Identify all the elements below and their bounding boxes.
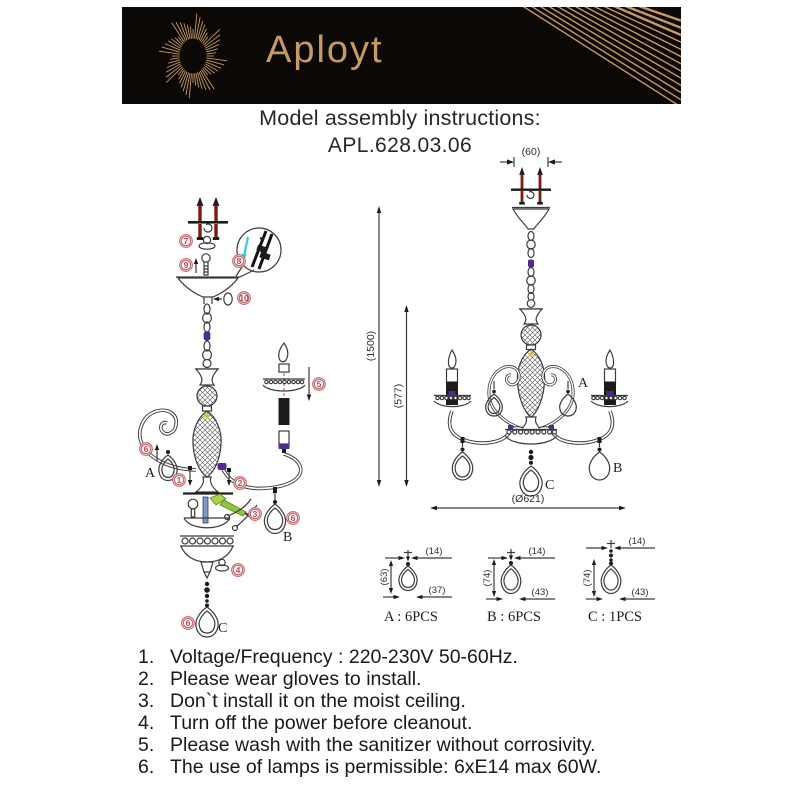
part-c-dim-bottom: (43): [631, 587, 649, 598]
instruction-item: [138, 712, 678, 734]
part-b-dim-top: (14): [528, 546, 546, 557]
bottom-wing-nut: [216, 559, 229, 571]
svg-text:(Ø621): (Ø621): [511, 493, 545, 505]
callout-8: [233, 255, 246, 268]
instruction-number: 6.: [138, 756, 155, 778]
ceiling-canopy: [176, 277, 240, 304]
svg-text:1: 1: [176, 475, 182, 485]
svg-text:(60): (60): [521, 146, 541, 158]
instruction-text: Voltage/Frequency : 220-230V 50-60Hz.: [170, 646, 518, 668]
chain-and-column-assembled: [517, 232, 544, 431]
svg-text:5: 5: [316, 379, 322, 389]
svg-text:6: 6: [185, 618, 191, 628]
callout-9: [180, 259, 193, 272]
dim-diameter: [430, 493, 626, 510]
instruction-text: Please wear gloves to install.: [170, 668, 422, 690]
instruction-text: Please wash with the sanitizer without corrosivity.: [170, 734, 596, 756]
callout-3: [249, 508, 262, 521]
assembled-label-b: B: [613, 461, 623, 476]
candle-assembly-exploded: [263, 343, 311, 453]
svg-text:(577): (577): [392, 383, 405, 409]
instruction-number: 5.: [138, 734, 155, 756]
brand-wordmark: Aployt: [266, 29, 384, 71]
page-title: Model assembly instructions:: [259, 106, 541, 130]
banner-rays-decoration: [381, 7, 681, 104]
brand-banner: [122, 7, 681, 104]
callout-5: [313, 378, 326, 391]
callout-10: [238, 292, 251, 305]
callout-2: [234, 477, 247, 490]
svg-text:7: 7: [183, 236, 189, 246]
instructions-list: [138, 646, 678, 778]
callout-7: [180, 235, 193, 248]
part-b-dim-height: (74): [482, 569, 493, 587]
instruction-number: 4.: [138, 712, 155, 734]
instruction-number: 3.: [138, 690, 155, 712]
candle-arm-left: [434, 350, 523, 480]
part-c-dim-height: (74): [582, 569, 593, 587]
callout-6-b: [287, 512, 300, 525]
svg-text:10: 10: [239, 293, 249, 303]
assembled-label-a: A: [578, 376, 589, 391]
part-a-dim-height: (63): [379, 568, 390, 586]
mounting-screws-assembled: [511, 167, 551, 205]
callout-4: [232, 564, 245, 577]
canopy-loop: [194, 254, 210, 275]
instruction-item: [138, 646, 678, 668]
part-b-dim-bottom: (43): [531, 587, 549, 598]
instruction-number: 1.: [138, 646, 155, 668]
exploded-label-b: B: [283, 530, 293, 545]
connector-screw-left: [188, 466, 192, 486]
instruction-item: [138, 668, 678, 690]
dim-top-width: [500, 146, 562, 167]
part-c-caption: C : 1PCS: [588, 609, 642, 625]
instruction-item: [138, 690, 678, 712]
wiring-detail-bubble: [236, 228, 281, 277]
svg-text:2: 2: [237, 478, 243, 488]
instruction-text: The use of lamps is permissible: 6xE14 max 60W.: [170, 756, 602, 778]
canopy-assembled: [512, 208, 550, 230]
pendant-b: [264, 487, 285, 534]
svg-text:4: 4: [235, 565, 241, 575]
svg-text:6: 6: [143, 444, 149, 454]
callout-6-c: [182, 617, 195, 630]
callout-6-a: [140, 443, 153, 456]
part-b-caption: B : 6PCS: [487, 609, 541, 625]
part-a-dim-bottom: (37): [428, 585, 446, 596]
callout-1: [173, 474, 186, 487]
left-arm: [140, 410, 196, 470]
instruction-text: Turn off the power before cleanout.: [170, 712, 473, 734]
svg-text:(1500): (1500): [365, 330, 377, 362]
exploded-label-c: C: [218, 621, 228, 636]
exploded-view-diagram: [115, 188, 375, 648]
part-a-dim-top: (14): [425, 546, 443, 557]
model-number: APL.628.03.06: [327, 134, 473, 157]
part-c-dim-top: (14): [628, 536, 646, 547]
instruction-text: Don`t install it on the moist ceiling.: [170, 690, 466, 712]
svg-text:6: 6: [290, 513, 296, 523]
dim-body-height: [393, 305, 409, 487]
instruction-item: [138, 734, 678, 756]
parts-quantity-diagram: [375, 532, 675, 632]
dim-total-height: [365, 206, 381, 487]
assembled-label-c: C: [545, 478, 555, 493]
pendant-c: [196, 582, 218, 637]
svg-text:3: 3: [252, 509, 258, 519]
mounting-screws: [188, 197, 228, 240]
exploded-label-a: A: [145, 466, 156, 481]
brand-logo-starburst: [148, 11, 238, 101]
instruction-item: [138, 756, 678, 778]
part-a-caption: A : 6PCS: [384, 609, 438, 625]
assembled-view-diagram: [365, 140, 640, 522]
svg-text:8: 8: [236, 256, 242, 266]
svg-text:9: 9: [183, 260, 189, 270]
instruction-number: 2.: [138, 668, 155, 690]
